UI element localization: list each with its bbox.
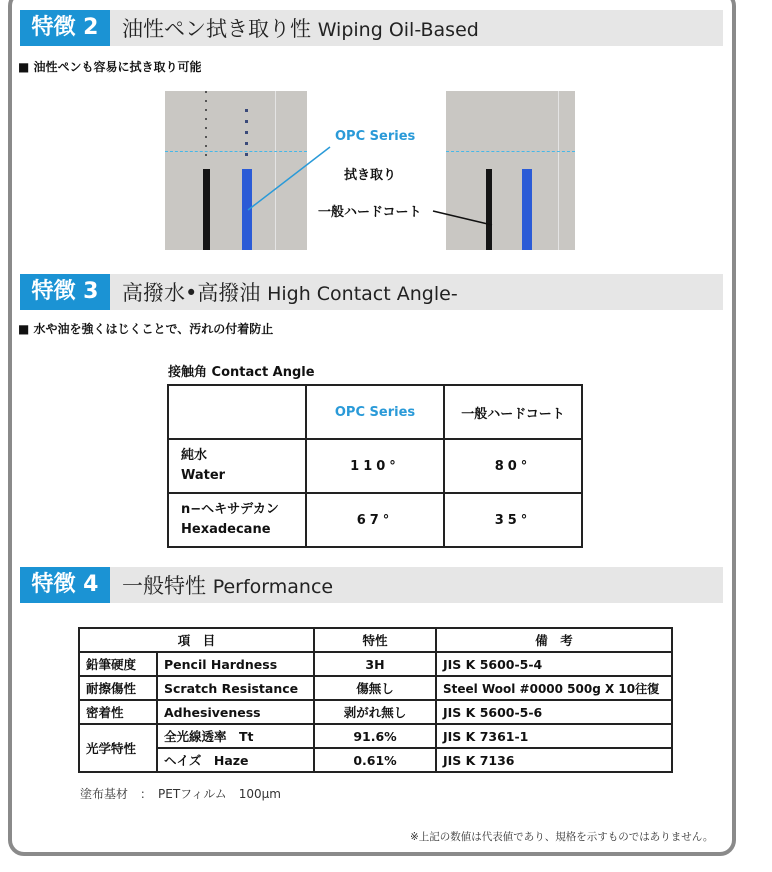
- contact-angle-row-label: [168, 439, 306, 493]
- feature4-title-en: Performance: [212, 576, 334, 598]
- feature3-title-en: High Contact Angle-: [267, 283, 458, 305]
- performance-header-remark: 備 考: [436, 628, 672, 652]
- contact-angle-hardcoat-value: 35°: [444, 493, 582, 547]
- performance-item-jp: 鉛筆硬度: [79, 652, 157, 676]
- wipe-label: 拭き取り: [344, 168, 397, 183]
- footnote: ※上記の数値は代表値であり、規格を示すものではありません。: [410, 831, 714, 843]
- performance-item-en: Pencil Hardness: [157, 652, 314, 676]
- substrate-note: 塗布基材 ： PETフィルム 100μm: [80, 787, 281, 801]
- row-label-jp: n−ヘキサデカン: [181, 502, 279, 517]
- performance-item-en: Scratch Resistance: [157, 676, 314, 700]
- contact-angle-opc-value: 67°: [306, 493, 444, 547]
- contact-angle-header-row: [168, 385, 582, 439]
- performance-item: ヘイズ Haze: [157, 748, 314, 772]
- feature3-title: [122, 274, 458, 313]
- row-label-en: Water: [181, 468, 226, 483]
- performance-row: [79, 676, 672, 700]
- hardcoat-label: 一般ハードコート: [318, 205, 422, 220]
- performance-value: 0.61%: [314, 748, 436, 772]
- row-label-jp: 純水: [181, 448, 208, 463]
- feature3-tag: 特徴 3: [20, 274, 110, 310]
- performance-item-en: Adhesiveness: [157, 700, 314, 724]
- performance-header-value: 特性: [314, 628, 436, 652]
- feature2-subheading: ■ 油性ペンも容易に拭き取り可能: [18, 60, 202, 74]
- contact-angle-caption: 接触角 Contact Angle: [168, 365, 315, 380]
- performance-remark: JIS K 5600-5-6: [436, 700, 672, 724]
- performance-item: 全光線透率 Tt: [157, 724, 314, 748]
- feature3-header: [20, 274, 723, 310]
- feature2-title-en: Wiping Oil-Based: [317, 19, 479, 41]
- performance-row: [79, 652, 672, 676]
- feature4-header: [20, 567, 723, 603]
- opc-series-label: OPC Series: [335, 129, 416, 144]
- optical-properties-label: 光学特性: [79, 724, 157, 772]
- performance-value: 91.6%: [314, 724, 436, 748]
- performance-row: [79, 700, 672, 724]
- feature2-title-jp: 油性ペン拭き取り性: [122, 17, 311, 41]
- feature2-tag: 特徴 2: [20, 10, 110, 46]
- contact-angle-table: [167, 384, 583, 548]
- performance-remark: JIS K 7136: [436, 748, 672, 772]
- contact-angle-opc-value: 110°: [306, 439, 444, 493]
- performance-item-jp: 密着性: [79, 700, 157, 724]
- performance-table: [78, 627, 673, 773]
- contact-angle-corner-cell: [168, 385, 306, 439]
- feature3-subheading: ■ 水や油を強くはじくことで、汚れの付着防止: [18, 322, 274, 336]
- feature4-tag: 特徴 4: [20, 567, 110, 603]
- performance-header-row: [79, 628, 672, 652]
- performance-remark: Steel Wool #0000 500g X 10往復: [436, 676, 672, 700]
- contact-angle-row-label: [168, 493, 306, 547]
- performance-remark: JIS K 7361-1: [436, 724, 672, 748]
- contact-angle-col-opc: OPC Series: [306, 385, 444, 439]
- performance-item-jp: 耐擦傷性: [79, 676, 157, 700]
- feature3-title-jp: 高撥水•高撥油: [122, 281, 261, 305]
- row-label-en: Hexadecane: [181, 522, 271, 537]
- performance-row: [79, 748, 672, 772]
- performance-value: 3H: [314, 652, 436, 676]
- hardcoat-callout-line: [433, 211, 492, 225]
- feature4-title-jp: 一般特性: [122, 574, 206, 598]
- performance-remark: JIS K 5600-5-4: [436, 652, 672, 676]
- contact-angle-col-hardcoat: 一般ハードコート: [444, 385, 582, 439]
- performance-row: [79, 724, 672, 748]
- contact-angle-row: [168, 493, 582, 547]
- performance-value: 傷無し: [314, 676, 436, 700]
- performance-value: 剥がれ無し: [314, 700, 436, 724]
- contact-angle-hardcoat-value: 80°: [444, 439, 582, 493]
- callout-lines: [0, 0, 772, 300]
- contact-angle-row: [168, 439, 582, 493]
- feature4-title: [122, 567, 333, 606]
- performance-header-item: 項 目: [79, 628, 314, 652]
